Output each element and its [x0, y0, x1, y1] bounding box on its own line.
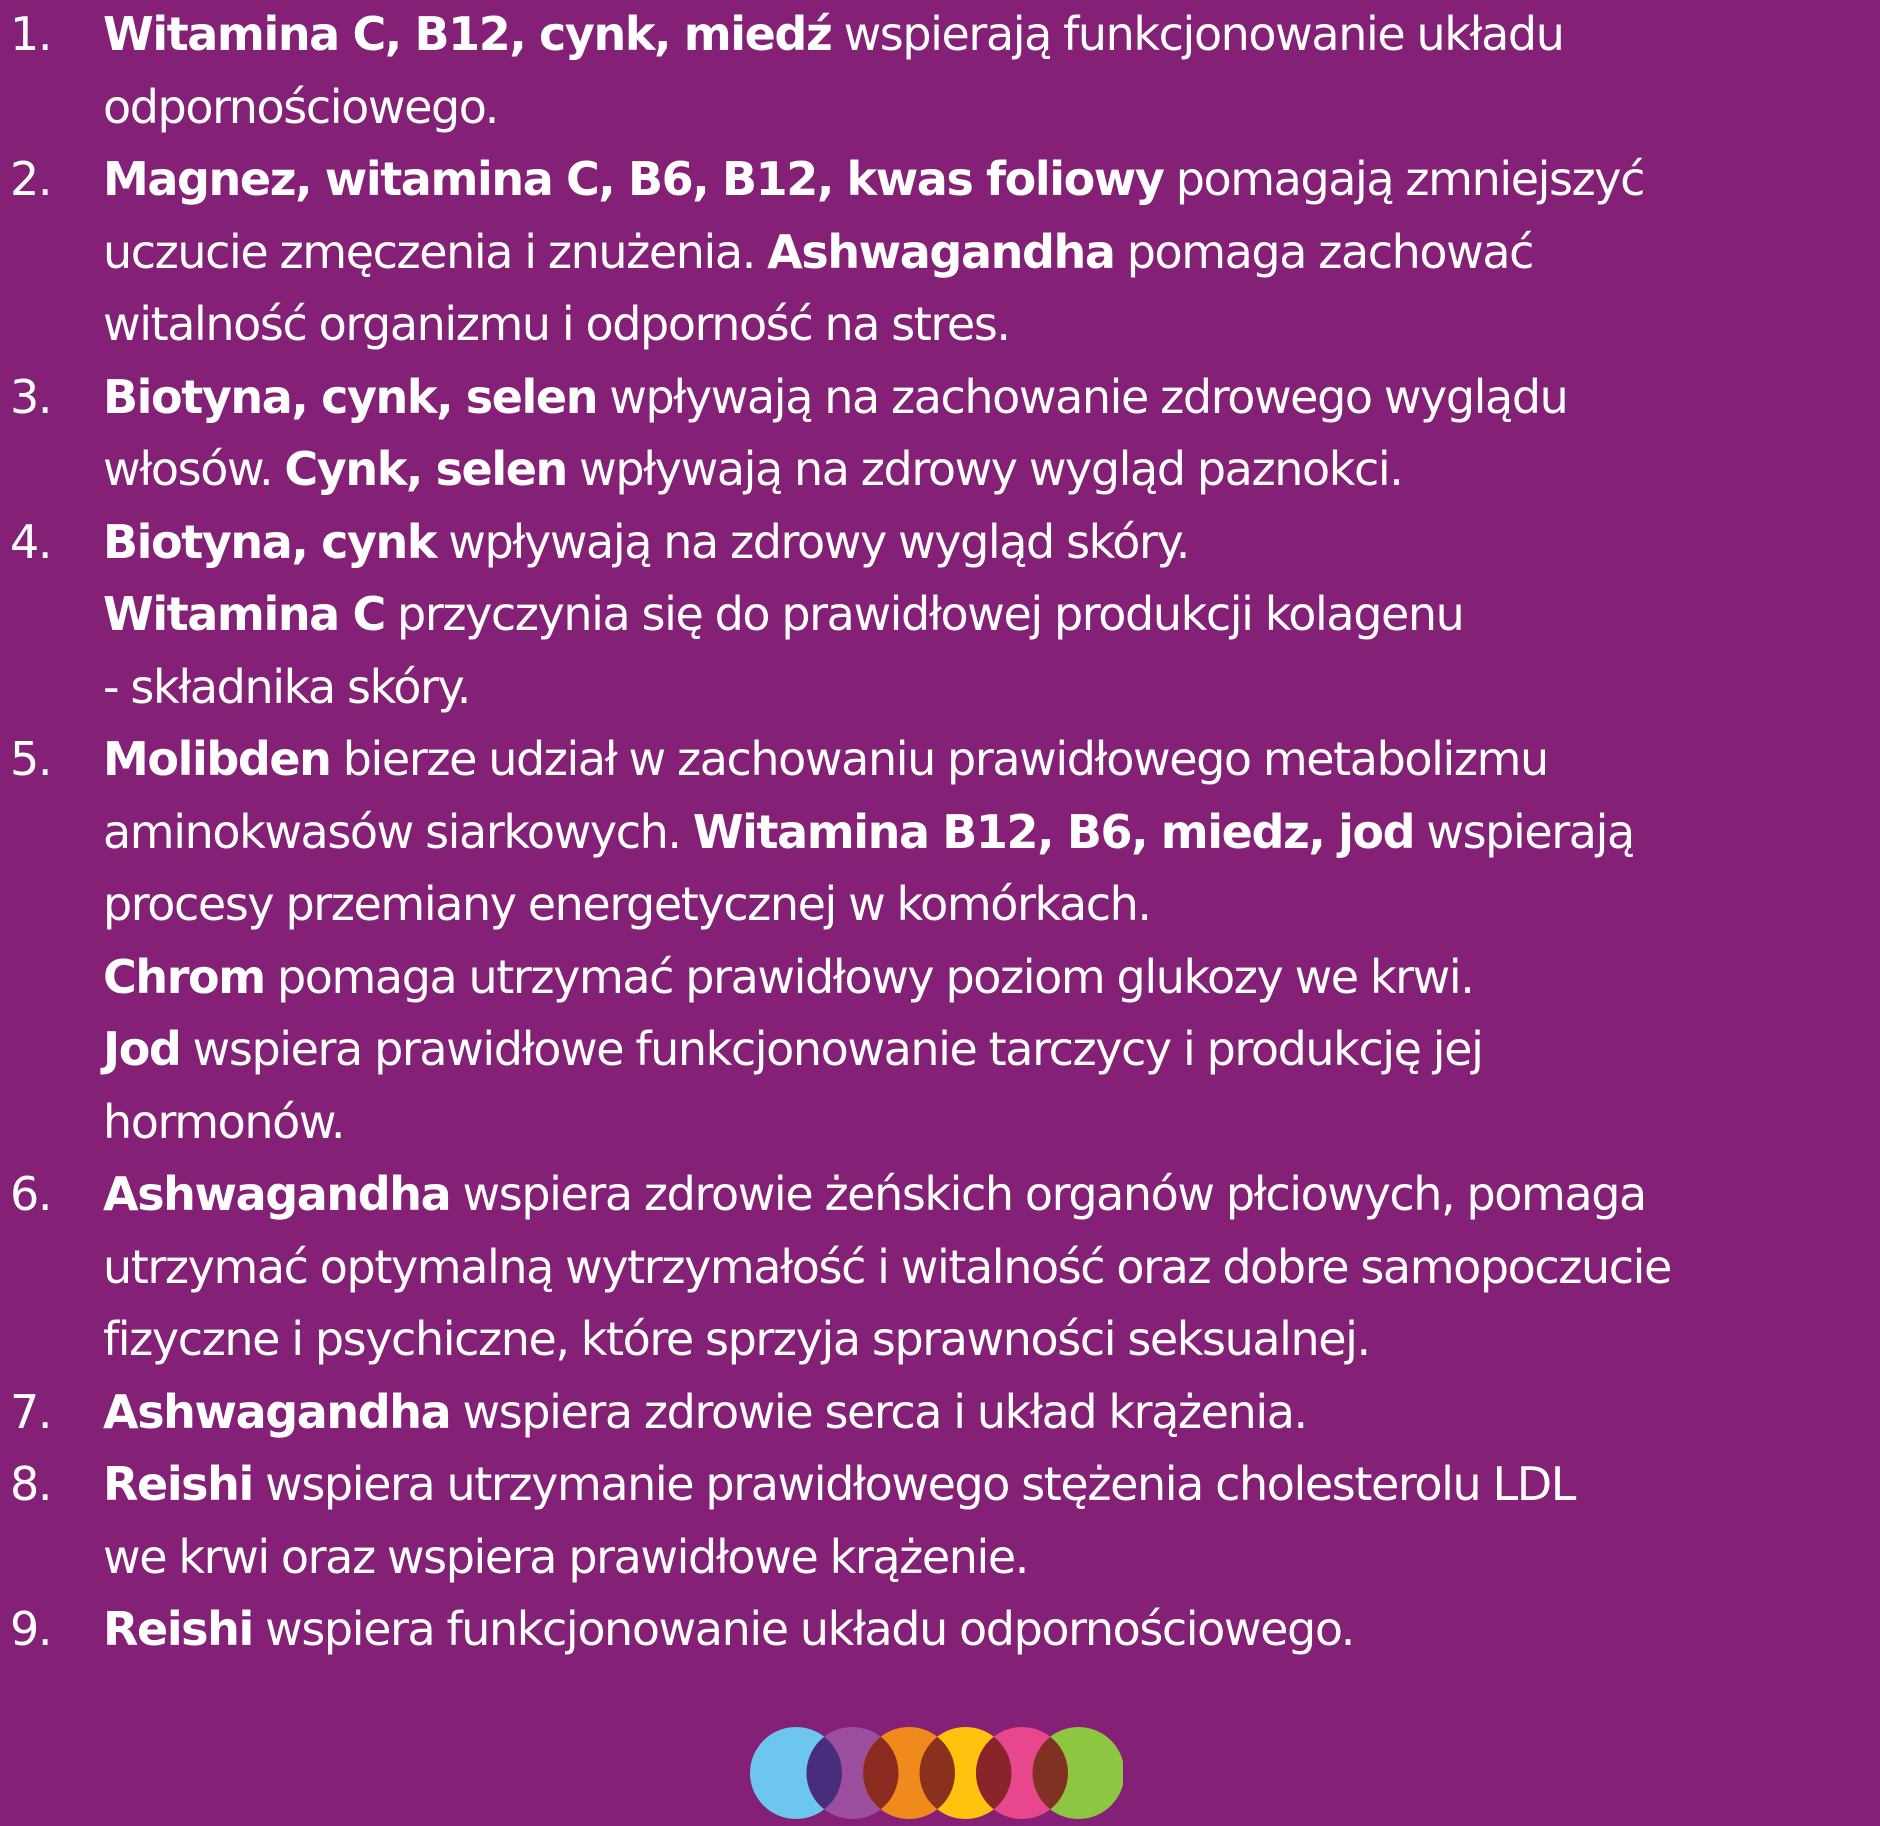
claim-item	[0, 361, 1880, 506]
claim-item	[0, 1376, 1880, 1449]
claim-text	[103, 506, 1880, 724]
claim-number: 2.	[10, 152, 52, 206]
claim-item	[0, 506, 1880, 724]
claim-line	[103, 1593, 1880, 1666]
claim-line	[103, 0, 1880, 71]
claim-text	[103, 0, 1880, 143]
claim-line	[103, 1448, 1880, 1521]
claim-line	[103, 1086, 1880, 1159]
claim-segment: bierze udział w zachowaniu prawidłowego metabolizmu	[330, 732, 1548, 786]
claim-line	[103, 1158, 1880, 1231]
claim-segment: wspiera utrzymanie prawidłowego stężenia cholesterolu LDL	[252, 1457, 1575, 1511]
claim-line	[103, 216, 1880, 289]
claim-number: 7.	[10, 1384, 52, 1439]
claim-line	[103, 723, 1880, 796]
claim-segment: wspiera zdrowie żeńskich organów płciowych, pomaga	[450, 1167, 1646, 1221]
ingredient-name: Witamina C	[103, 587, 385, 641]
claim-text	[103, 1593, 1880, 1666]
brand-circles-logo	[748, 1726, 1123, 1820]
claim-segment: procesy przemiany energetycznej w komórkach.	[103, 877, 1151, 931]
claim-item	[0, 723, 1880, 1158]
claim-line	[103, 1376, 1880, 1449]
claim-item	[0, 1158, 1880, 1376]
claim-number: 3.	[10, 369, 52, 424]
claim-item	[0, 143, 1880, 361]
ingredient-name: Molibden	[103, 732, 331, 786]
ingredient-name: Ashwagandha	[103, 1167, 451, 1221]
claim-number: 8.	[10, 1457, 52, 1511]
claim-segment: włosów.	[103, 442, 285, 496]
claim-segment: uczucie zmęczenia i znużenia.	[103, 224, 768, 279]
claim-segment: wspierają funkcjonowanie układu	[831, 7, 1564, 61]
claim-line	[103, 1521, 1880, 1594]
claim-text	[103, 143, 1880, 361]
claim-segment: hormonów.	[103, 1094, 345, 1149]
claim-line	[103, 796, 1880, 869]
ingredient-name: Ashwagandha	[103, 1384, 451, 1439]
claim-line	[103, 71, 1880, 144]
claim-text	[103, 361, 1880, 506]
claim-number: 5.	[10, 732, 52, 786]
claim-number: 1.	[10, 7, 52, 61]
claim-line	[103, 868, 1880, 941]
ingredient-name: Witamina C, B12, cynk, miedź	[103, 7, 832, 61]
claim-line	[103, 1303, 1880, 1376]
claim-segment: we krwi oraz wspiera prawidłowe krążenie.	[103, 1529, 1029, 1584]
claim-text	[103, 1448, 1880, 1593]
claim-segment: utrzymać optymalną wytrzymałość i witalność oraz dobre samopoczucie	[103, 1239, 1671, 1294]
claim-text	[103, 1376, 1880, 1449]
claim-text	[103, 723, 1880, 1158]
claim-number: 9.	[10, 1602, 52, 1656]
ingredient-name: Biotyna, cynk, selen	[103, 369, 598, 424]
ingredient-name: Reishi	[103, 1457, 253, 1511]
claim-line	[103, 361, 1880, 434]
claim-number: 6.	[10, 1167, 52, 1221]
claim-segment: wspiera prawidłowe funkcjonowanie tarczycy i produkcję jej	[180, 1022, 1483, 1076]
claim-line	[103, 941, 1880, 1014]
claim-segment: witalność organizmu i odporność na stres.	[103, 297, 1010, 351]
claim-item	[0, 1593, 1880, 1666]
claim-item	[0, 1448, 1880, 1593]
ingredient-name: Witamina B12, B6, miedz, jod	[692, 804, 1415, 859]
claim-segment: - składnika skóry.	[103, 659, 470, 714]
claim-text	[103, 1158, 1880, 1376]
claim-segment: wspierają	[1414, 804, 1634, 859]
claim-line	[103, 1231, 1880, 1304]
ingredient-name: Jod	[103, 1022, 181, 1076]
claim-number: 4.	[10, 514, 52, 569]
claim-item	[0, 0, 1880, 143]
claim-segment: wpływają na zdrowy wygląd paznokci.	[566, 442, 1403, 496]
claim-line	[103, 1013, 1880, 1086]
claim-segment: fizyczne i psychiczne, które sprzyja sprawności seksualnej.	[103, 1312, 1370, 1366]
ingredient-name: Reishi	[103, 1602, 253, 1656]
claim-line	[103, 578, 1880, 651]
claim-segment: wspiera zdrowie serca i układ krążenia.	[450, 1384, 1307, 1439]
claim-line	[103, 143, 1880, 216]
claim-line	[103, 651, 1880, 724]
claim-segment: przyczynia się do prawidłowej produkcji kolagenu	[384, 587, 1464, 641]
claim-segment: wpływają na zdrowy wygląd skóry.	[436, 514, 1189, 569]
ingredient-name: Ashwagandha	[767, 224, 1115, 279]
claim-segment: odpornościowego.	[103, 79, 498, 134]
ingredient-name: Biotyna, cynk	[103, 514, 437, 569]
claim-line	[103, 506, 1880, 579]
claim-segment: pomaga utrzymać prawidłowy poziom glukozy we krwi.	[264, 949, 1474, 1004]
claim-line	[103, 433, 1880, 506]
claim-segment: aminokwasów siarkowych.	[103, 804, 693, 859]
claim-line	[103, 288, 1880, 361]
claim-segment: wspiera funkcjonowanie układu odpornościowego.	[252, 1602, 1355, 1656]
claim-segment: wpływają na zachowanie zdrowego wyglądu	[597, 369, 1568, 424]
ingredient-name: Magnez, witamina C, B6, B12, kwas foliowy	[103, 152, 1164, 206]
claim-segment: pomagają zmniejszyć	[1163, 152, 1645, 206]
ingredient-name: Chrom	[103, 949, 265, 1004]
claim-segment: pomaga zachować	[1114, 224, 1534, 279]
ingredient-name: Cynk, selen	[284, 442, 567, 496]
